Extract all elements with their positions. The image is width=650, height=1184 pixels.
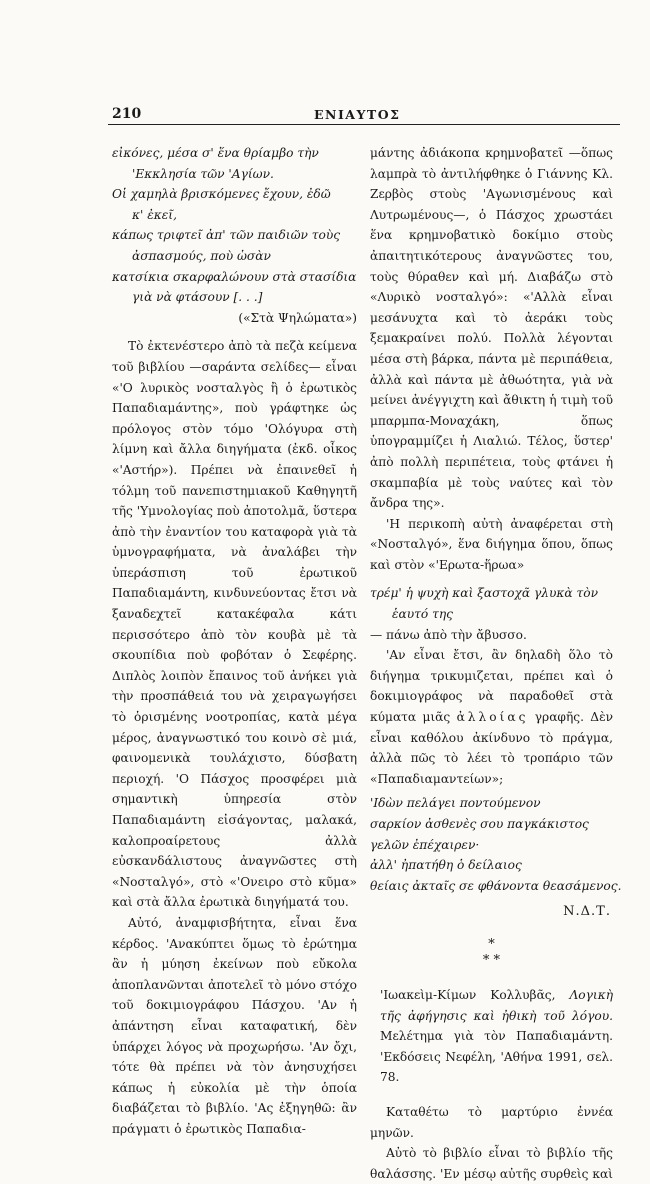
poem-line: Οἱ χαμηλὰ βρισκόμενες ἔχουν, ἐδῶ (112, 187, 331, 202)
page-number: 210 (112, 106, 142, 122)
hymn-line: θείαις ἀκταῖς σε φθάνοντα θεασάμενος. (370, 878, 622, 893)
body-paragraph: μάντης ἀδιάκοπα κρημνοβατεῖ —ὅπως λαμπρὰ τὸ ἀντιλήφθηκε ὁ Γιάννης Κλ. Ζερβὸς στοὺς 'Αγωνισμένους καὶ Λυτρωμένους—, ὁ Πάσχος χρωστάει ἕνα κρημνοβατικὸ δοκίμιο στοὺς ἀπαιτητικότερους ἀναγνῶστες του, τοὺς θύραθεν καὶ μή. Διαβάζω στὸ «Λυρικὸ νοσταλγό»: «'Αλλὰ εἶναι μεσάνυχτα καὶ τὸ ἀεράκι τοὺς ξεμακραίνει πολύ. Πολλὰ λέγονται μέσα στὴ βάρκα, πάντα μὲ περιπάθεια, ἀλλὰ καὶ πάντα μὲ ἀθωότητα, γιὰ νὰ μείνει ἀνέγγιχτη καὶ ἄθικτη ἡ τιμὴ τοῦ μπαρμπα-Μοναχάκη, ὅπως ὑπογραμμίζει ἡ Λιαλιώ. Τέλος, ὕστερ' ἀπὸ πολλὴ περιπέτεια, τοὺς φτάνει ἡ σκαμπαβία μὲ τοὺς ναύτες καὶ τὸν ἄνδρα της». (370, 146, 613, 511)
spaced-word: ἀλλοίας (456, 710, 529, 725)
header-rule (108, 124, 620, 125)
author-signature: Ν.Δ.Τ. (563, 904, 611, 920)
bib-details: Μελέτημα γιὰ τὸν Παπαδιαμάντη. 'Εκδόσεις Νεφέλη, 'Αθήνα 1991, σελ. 78. (380, 1029, 613, 1085)
body-paragraph: Τὸ ἐκτενέστερο ἀπὸ τὰ πεζὰ κείμενα τοῦ βιβλίου —σαράντα σελίδες— εἶναι «'Ο λυρικὸς νοσταλγὸς ἢ ὁ ἐρωτικὸς Παπαδιαμάντης», ποὺ γράφτηκε ὡς πρόλογος στὸν τόμο 'Ολόγυρα στὴ λίμνη καὶ ἄλλα διηγήματα (ἐκδ. οἶκος «'Αστήρ»). Πρέπει νὰ ἐπαινεθεῖ ἡ τόλμη τοῦ πανεπιστημιακοῦ Καθηγητῆ τῆς 'Υμνολογίας ποὺ ἀποτολμᾶ, ὕστερα ἀπὸ τὴν ἐναντίον του καταφορὰ γιὰ τὰ ὑμνογραφήματα, νὰ ἀναλάβει τὴν ὑπεράσπιση τοῦ ἐρωτικοῦ Παπαδιαμάντη, κινδυνεύοντας ἔτσι νὰ ξαναδεχτεῖ κατακέφαλα κάτι περισσότερο ἀπὸ τὸν κουβὰ μὲ τὰ σκουπίδια ποὺ φοβόταν ὁ Σεφέρης. Διπλὸς λοιπὸν ἔπαινος τοῦ ἀνήκει γιὰ τὴν προσπάθειά του νὰ χειραγωγήσει τὸ ὁρισμένης νοοτροπίας, κατὰ μέγα μέρος, ἀναγνωστικό του κοινὸ σὲ μιά, φαινομενικὰ τουλάχιστο, δύσβατη περιοχή. 'Ο Πάσχος προσφέρει μιὰ σημαντικὴ ὑπηρεσία στὸν Παπαδιαμάντη εἰσάγοντας, μαλακά, καλοπροαίρετους ἀλλὰ εὐσκανδάλιστους ἀναγνῶστες στὴ «Νοσταλγό», στὸ «'Ονειρο στὸ κῦμα» καὶ στὰ ἄλλα ἐρωτικὰ διηγήματά του. (112, 339, 357, 910)
body-paragraph: Αὐτό, ἀναμφισβήτητα, εἶναι ἕνα κέρδος. 'Ανακύπτει ὅμως τὸ ἐρώτημα ἂν ἡ μύηση ἐκείνων ποὺ εὔκολα ἀποπλανῶνται ἀποτελεῖ τὸ μόνο στόχο τοῦ δοκιμιογράφου Πάσχου. 'Αν ἡ ἀπάντηση εἶναι καταφατική, δὲν ὑπάρχει λόγος νὰ προχωρήσω. 'Αν ὄχι, τότε θὰ πρέπει νὰ τὸν ἀνησυχήσει κάπως ἡ εὐκολία μὲ τὴν ὁποία διαβάζεται τὸ βιβλίο. 'Ας ἐξηγηθῶ: ἂν πράγματι ὁ ἐρωτικὸς Παπαδια- (112, 915, 357, 1136)
paragraph-text: γραφῆς. Δὲν εἶναι καθόλου ἀκίνδυνο τὸ πράγμα, ἀλλὰ πῶς τὸ λέει τὸ τροπάριο τῶν «Παπαδιαμαντείων»; (370, 710, 614, 786)
quote-line: ἑαυτό της (392, 607, 454, 622)
body-paragraph: 'Η περικοπὴ αὐτὴ ἀναφέρεται στὴ «Νοσταλγό», ἕνα διήγημα ὅπου, ὅπως καὶ στὸν «'Ερωτα-ἥρωα» (370, 516, 613, 572)
hymn-line: γελῶν ἐπέχαιρεν· (370, 837, 480, 852)
bibliography-entry (370, 985, 613, 1088)
left-column (112, 143, 357, 1140)
poem-line: κάπως τριφτεῖ ἀπ' τῶν παιδιῶν τοὺς (112, 228, 341, 243)
poem-line: κ' ἐκεῖ, (132, 207, 177, 222)
quote-line: — πάνω ἀπὸ τὴν ἄβυσσο. (370, 627, 527, 642)
hymn-line: 'Ιδὼν πελάγει ποντούμενον (370, 796, 541, 811)
section-separator (370, 937, 613, 969)
poem-line: ἀσπασμούς, ποὺ ὡσὰν (132, 248, 271, 263)
poem-line: γιὰ νὰ φτάσουν [. . .] (132, 290, 263, 305)
separator-star: * (488, 936, 495, 952)
right-column (370, 143, 622, 1184)
paragraph-text: 'Αν εἶναι ἔτσι, ἂν δηλαδὴ ὅλο τὸ διήγημα τρικυμιζεται, πρέπει καὶ ὁ δοκιμιογράφος νὰ παραδοθεῖ στὰ κύματα μιᾶς (370, 648, 613, 725)
quote-line: τρέμ' ἡ ψυχὴ καὶ ξαστοχᾶ γλυκὰ τὸν (370, 586, 599, 601)
hymn-line: σαρκίον ἀσθενὲς σου παγκάκιστος (370, 817, 589, 831)
body-line: Καταθέτω τὸ μαρτύριο ἐννέα μηνῶν. (370, 1104, 613, 1140)
bib-author: 'Ιωακεὶμ-Κίμων Κολλυβᾶς, (380, 987, 556, 1002)
running-head: ΕΝΙΑΥΤΟΣ (314, 107, 401, 122)
bib-title: Λογικὴ τῆς ἀφήγησις καὶ ἠθικὴ τοῦ λόγου. (380, 987, 613, 1023)
hymn-line: ἀλλ' ἠπατήθη ὁ δείλαιος (370, 858, 522, 873)
body-paragraph: Αὐτὸ τὸ βιβλίο εἶναι τὸ βιβλίο τῆς θαλάσσης. 'Εν μέσῳ αὐτῆς συρθεὶς καὶ (370, 1146, 613, 1181)
separator-stars: * * (482, 952, 501, 968)
poem-source: («Στὰ Ψηλώματα») (238, 310, 357, 325)
poem-line: 'Εκκλησία τῶν 'Αγίων. (132, 166, 274, 181)
poem-line: κατσίκια σκαρφαλώνουν στὰ στασίδια (112, 269, 357, 284)
body-paragraph (370, 645, 613, 789)
poem-excerpt (112, 143, 357, 308)
poem-line: εἰκόνες, μέσα σ' ἕνα θρίαμβο τὴν (112, 146, 319, 160)
hymn-quote (370, 793, 622, 896)
